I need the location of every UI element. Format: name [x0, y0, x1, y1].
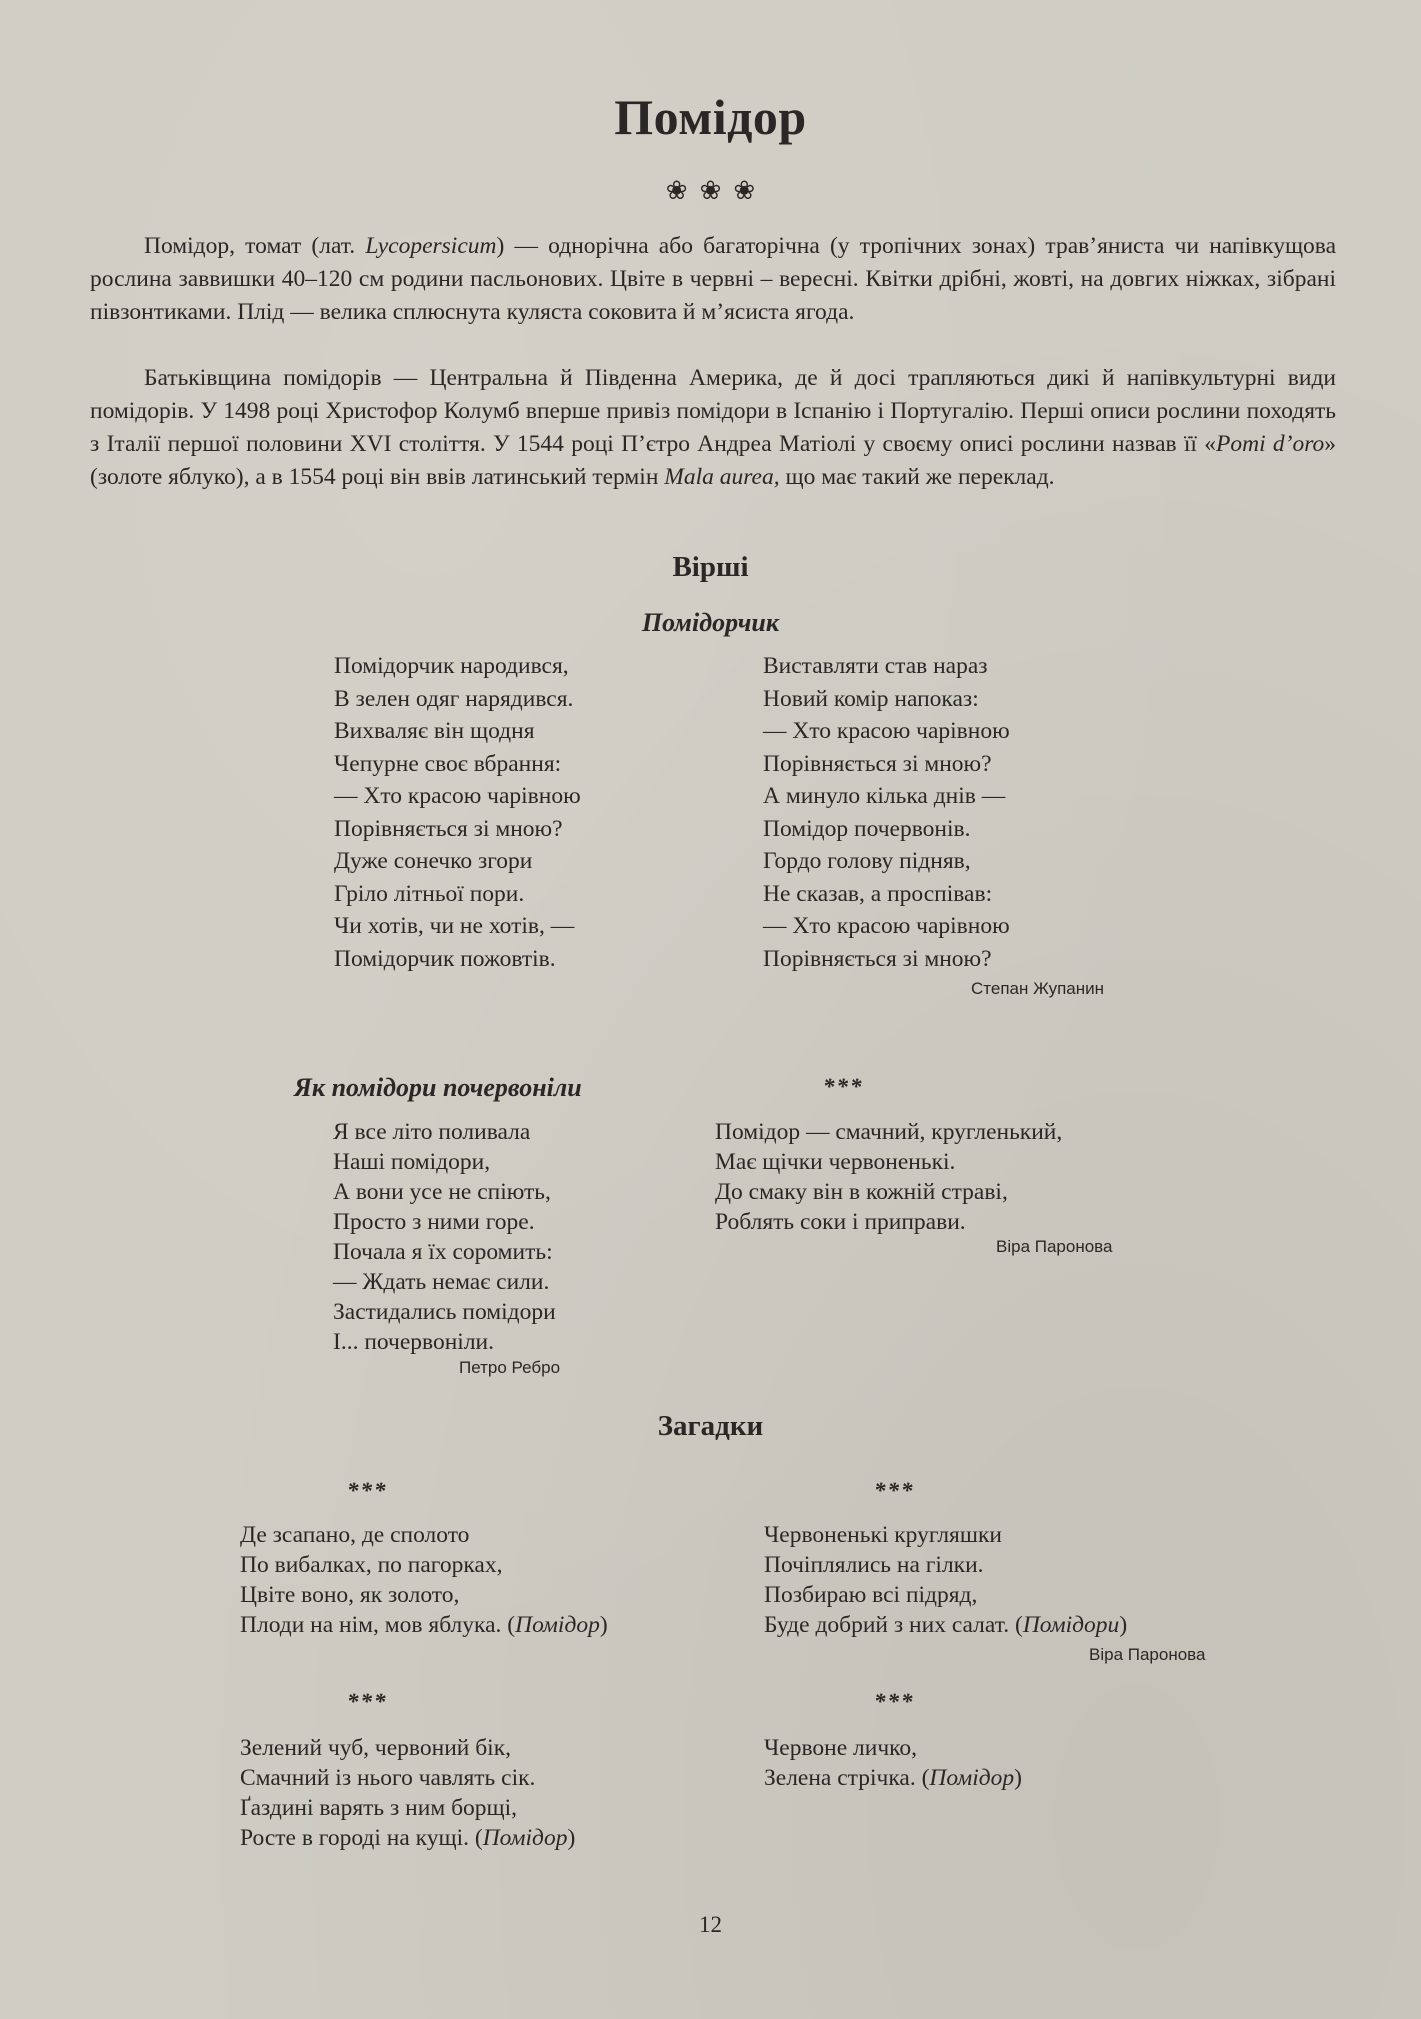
poem-line: Почала я їх соромить: — [333, 1239, 553, 1265]
poem-pomidorchyk-right-column — [763, 650, 1010, 975]
riddle-1 — [240, 1520, 608, 1640]
riddle-answer: Помідор — [515, 1612, 600, 1638]
text-run: ) — [1014, 1765, 1022, 1791]
poem-author: Петро Ребро — [459, 1358, 561, 1377]
verses-heading: Вірші — [672, 551, 749, 583]
poem-line: Я все літо поливала — [333, 1119, 531, 1145]
text-run: Росте в городі на кущі. ( — [240, 1825, 483, 1851]
riddle-line — [240, 1610, 608, 1640]
poem-line: Порівняється зі мною? — [763, 750, 992, 777]
poem-line: Вихваляє він щодня — [334, 718, 535, 744]
poem-pomidorchyk-left-column — [334, 650, 581, 975]
riddle-line: Позбираю всі підряд, — [764, 1582, 978, 1608]
poem-line: До смаку він в кожній страві, — [715, 1179, 1008, 1205]
poem-line: Дуже сонечко згори — [334, 848, 533, 874]
riddle-answer: Помідори — [1022, 1612, 1120, 1638]
flower-icon: ❀ — [665, 176, 688, 205]
italic-term: Mala aurea, — [664, 464, 780, 490]
riddle-line: Де зсапано, де сполото — [240, 1522, 470, 1548]
riddle-line: По вибалках, по пагорках, — [240, 1552, 503, 1578]
text-run: Зелена стрічка. ( — [764, 1765, 930, 1791]
text-run: ) — [599, 1612, 608, 1638]
riddle-stars: *** — [347, 1478, 388, 1503]
poem-line: — Хто красою чарівною — [763, 913, 1010, 939]
poem-untitled-lines — [715, 1117, 1062, 1237]
poem-line: Гріло літньої пори. — [334, 880, 525, 907]
poem-line: Порівняється зі мною? — [763, 945, 992, 972]
poem-line: І... почервоніли. — [333, 1329, 495, 1355]
riddle-stars: *** — [347, 1689, 388, 1714]
poem-line: В зелен одяг нарядився. — [334, 685, 574, 712]
poem-stars: *** — [823, 1074, 864, 1099]
riddle-author: Віра Паронова — [1089, 1645, 1206, 1664]
riddle-line — [764, 1763, 1022, 1793]
page-title: Помідор — [614, 89, 807, 145]
page-number: 12 — [699, 1912, 722, 1937]
flower-icon: ❀ — [699, 176, 722, 205]
poem-line: Роблять соки і приправи. — [715, 1209, 966, 1235]
poem-line: Новий комір напоказ: — [763, 685, 979, 712]
riddle-stars: *** — [874, 1689, 915, 1714]
riddle-line: Зелений чуб, червоний бік, — [240, 1735, 511, 1761]
riddle-answer: Помідор — [482, 1825, 568, 1851]
intro-paragraph-1 — [90, 230, 1336, 329]
poem-line: Застидались помідори — [333, 1299, 556, 1325]
poem-author: Віра Паронова — [996, 1237, 1113, 1256]
poem-line: Помідор — смачний, кругленький, — [715, 1119, 1063, 1145]
text-run: » (золоте яблуко), а в 1554 році він ввів латинський термін — [90, 431, 1336, 490]
poem-line: Виставляти став нараз — [763, 653, 988, 679]
text-run: ) — [1119, 1612, 1128, 1638]
riddle-line — [764, 1610, 1127, 1640]
riddle-answer: Помідор — [929, 1765, 1015, 1791]
poem-line: Чепурне своє вбрання: — [334, 750, 562, 777]
poem-line: Наші помідори, — [333, 1149, 491, 1175]
riddle-line: Ґаздині варять з ним борщі, — [240, 1795, 518, 1821]
riddle-line: Смачний із нього чавлять сік. — [240, 1765, 536, 1791]
poem-line: — Ждать немає сили. — [333, 1269, 550, 1295]
poem-line: Порівняється зі мною? — [334, 815, 563, 842]
flower-icon: ❀ — [733, 176, 756, 205]
riddle-stars: *** — [874, 1478, 915, 1503]
ornament-divider — [0, 178, 1421, 204]
poem-line: — Хто красою чарівною — [334, 783, 581, 809]
text-run: Буде добрий з них салат. ( — [764, 1612, 1023, 1638]
riddle-line: Цвіте воно, як золото, — [240, 1582, 460, 1608]
poem-line: Має щічки червоненькі. — [715, 1149, 956, 1175]
riddle-line — [240, 1823, 575, 1853]
poem-line: Просто з ними горе. — [333, 1209, 535, 1235]
text-run: Батьківщина помідорів — Центральна й Південна Америка, де й досі трапляються дикі й напівкультурні види помідорів. У 1498 році Христофор Колумб вперше привіз помідори в Іспанію і Португалію. Перші описи рослини походять з Італії першої половини XVI століття. У 1544 році П’єтро Андреа Матіолі у своєму описі рослини назвав її « — [90, 365, 1336, 457]
poem-line: Гордо голову підняв, — [763, 848, 971, 874]
text-run: що має такий же переклад. — [779, 464, 1055, 490]
poem-line: Помідор почервонів. — [763, 815, 971, 842]
poem-line: — Хто красою чарівною — [763, 718, 1010, 744]
poem-author: Степан Жупанин — [971, 979, 1105, 998]
riddle-line: Червоне личко, — [764, 1735, 917, 1761]
poem-yak-pomidory-lines — [333, 1117, 556, 1357]
text-run: ) — однорічна або багаторічна (у тропічних зонах) трав’яниста чи напівкущова рослина заввишки 40–120 см родини пасльонових. Цвіте в червні – вересні. Квітки дрібні, жовті, на довгих ніжках, зібрані півзонтиками. Плід — велика сплюснута куляста соковита й м’ясиста ягода. — [90, 233, 1337, 325]
text-run: Плоди на нім, мов яблука. ( — [240, 1612, 516, 1638]
poem-line: Помідорчик пожовтів. — [334, 945, 556, 972]
italic-term: Lycopersicum — [365, 233, 497, 259]
poem-line: Не сказав, а проспівав: — [763, 880, 993, 907]
poem-title-yak-pomidory: Як помідори почервоніли — [294, 1073, 582, 1102]
text-run: Помідор, томат (лат. — [144, 233, 366, 259]
poem-line: Чи хотів, чи не хотів, — — [334, 913, 575, 939]
riddle-3 — [240, 1733, 575, 1853]
poem-line: Помідорчик народився, — [334, 653, 569, 679]
riddle-4 — [764, 1733, 1022, 1793]
riddle-2 — [764, 1520, 1127, 1640]
italic-term: Pomi d’oro — [1216, 431, 1325, 457]
poem-title-pomidorchyk: Помідорчик — [641, 608, 780, 637]
poem-line: А минуло кілька днів — — [763, 783, 1006, 809]
text-run: ) — [567, 1825, 576, 1851]
riddle-line: Почіплялись на гілки. — [764, 1552, 984, 1578]
intro-paragraph-2 — [90, 362, 1336, 494]
riddle-line: Червоненькі кругляшки — [764, 1522, 1002, 1548]
poem-line: А вони усе не спіють, — [333, 1179, 551, 1205]
riddles-heading: Загадки — [657, 1410, 764, 1442]
